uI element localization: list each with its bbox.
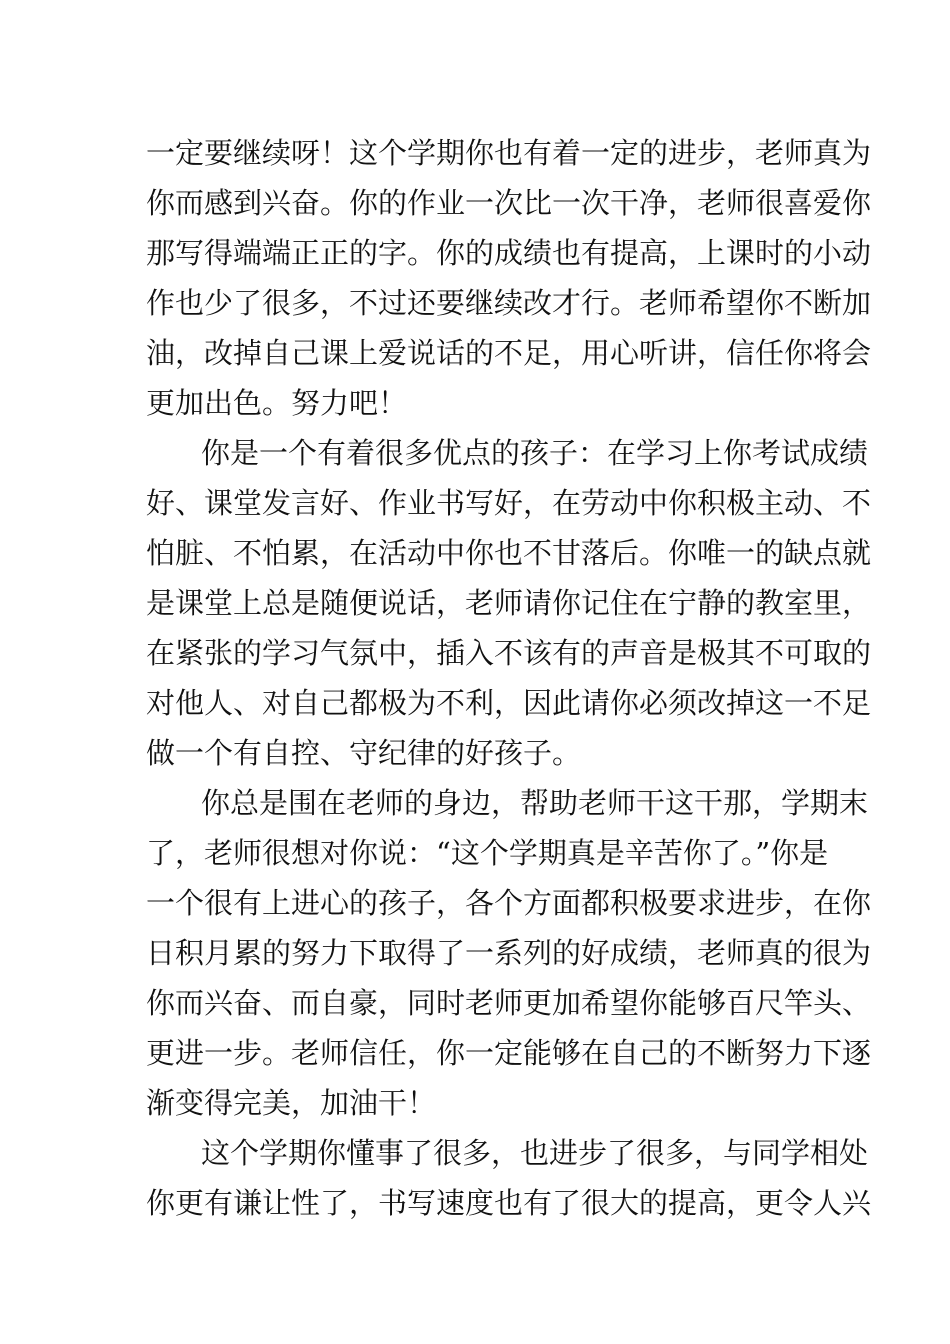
text-line: 作也少了很多，不过还要继续改才行。老师希望你不断加 [146, 286, 872, 320]
paragraph-1 [146, 128, 872, 428]
text-line: 渐变得完美，加油干！ [146, 1086, 437, 1120]
text-line: 油，改掉自己课上爱说话的不足，用心听讲，信任你将会 [146, 336, 872, 370]
text-line: 你更有谦让性了，书写速度也有了很大的提高，更令人兴 [146, 1186, 872, 1220]
text-line: 对他人、对自己都极为不利，因此请你必须改掉这一不足 [146, 686, 872, 720]
text-line: 了，老师很想对你说：“这个学期真是辛苦你了。”你是 [146, 836, 829, 870]
paragraph-4 [146, 1128, 872, 1228]
text-line: 更加出色。努力吧！ [146, 386, 408, 420]
text-line: 你总是围在老师的身边，帮助老师干这干那，学期末 [201, 786, 869, 820]
text-line: 怕脏、不怕累，在活动中你也不甘落后。你唯一的缺点就 [146, 536, 872, 570]
text-line: 你而感到兴奋。你的作业一次比一次干净，老师很喜爱你 [146, 186, 872, 220]
text-line: 一定要继续呀！这个学期你也有着一定的进步，老师真为 [146, 136, 872, 170]
text-line: 你是一个有着很多优点的孩子：在学习上你考试成绩 [201, 436, 869, 470]
text-line: 你而兴奋、而自豪，同时老师更加希望你能够百尺竿头、 [146, 986, 872, 1020]
text-line: 是课堂上总是随便说话，老师请你记住在宁静的教室里， [146, 586, 872, 620]
paragraph-2 [146, 428, 872, 778]
text-line: 这个学期你懂事了很多，也进步了很多，与同学相处 [201, 1136, 869, 1170]
paragraph-3 [146, 778, 872, 1128]
text-line: 那写得端端正正的字。你的成绩也有提高，上课时的小动 [146, 236, 872, 270]
text-line: 更进一步。老师信任，你一定能够在自己的不断努力下逐 [146, 1036, 872, 1070]
text-line: 在紧张的学习气氛中，插入不该有的声音是极其不可取的 [146, 636, 872, 670]
text-line: 日积月累的努力下取得了一系列的好成绩，老师真的很为 [146, 936, 872, 970]
document-body [146, 128, 872, 1228]
text-line: 一个很有上进心的孩子，各个方面都积极要求进步，在你 [146, 886, 872, 920]
text-line: 好、课堂发言好、作业书写好，在劳动中你积极主动、不 [146, 486, 872, 520]
text-line: 做一个有自控、守纪律的好孩子。 [146, 736, 582, 770]
